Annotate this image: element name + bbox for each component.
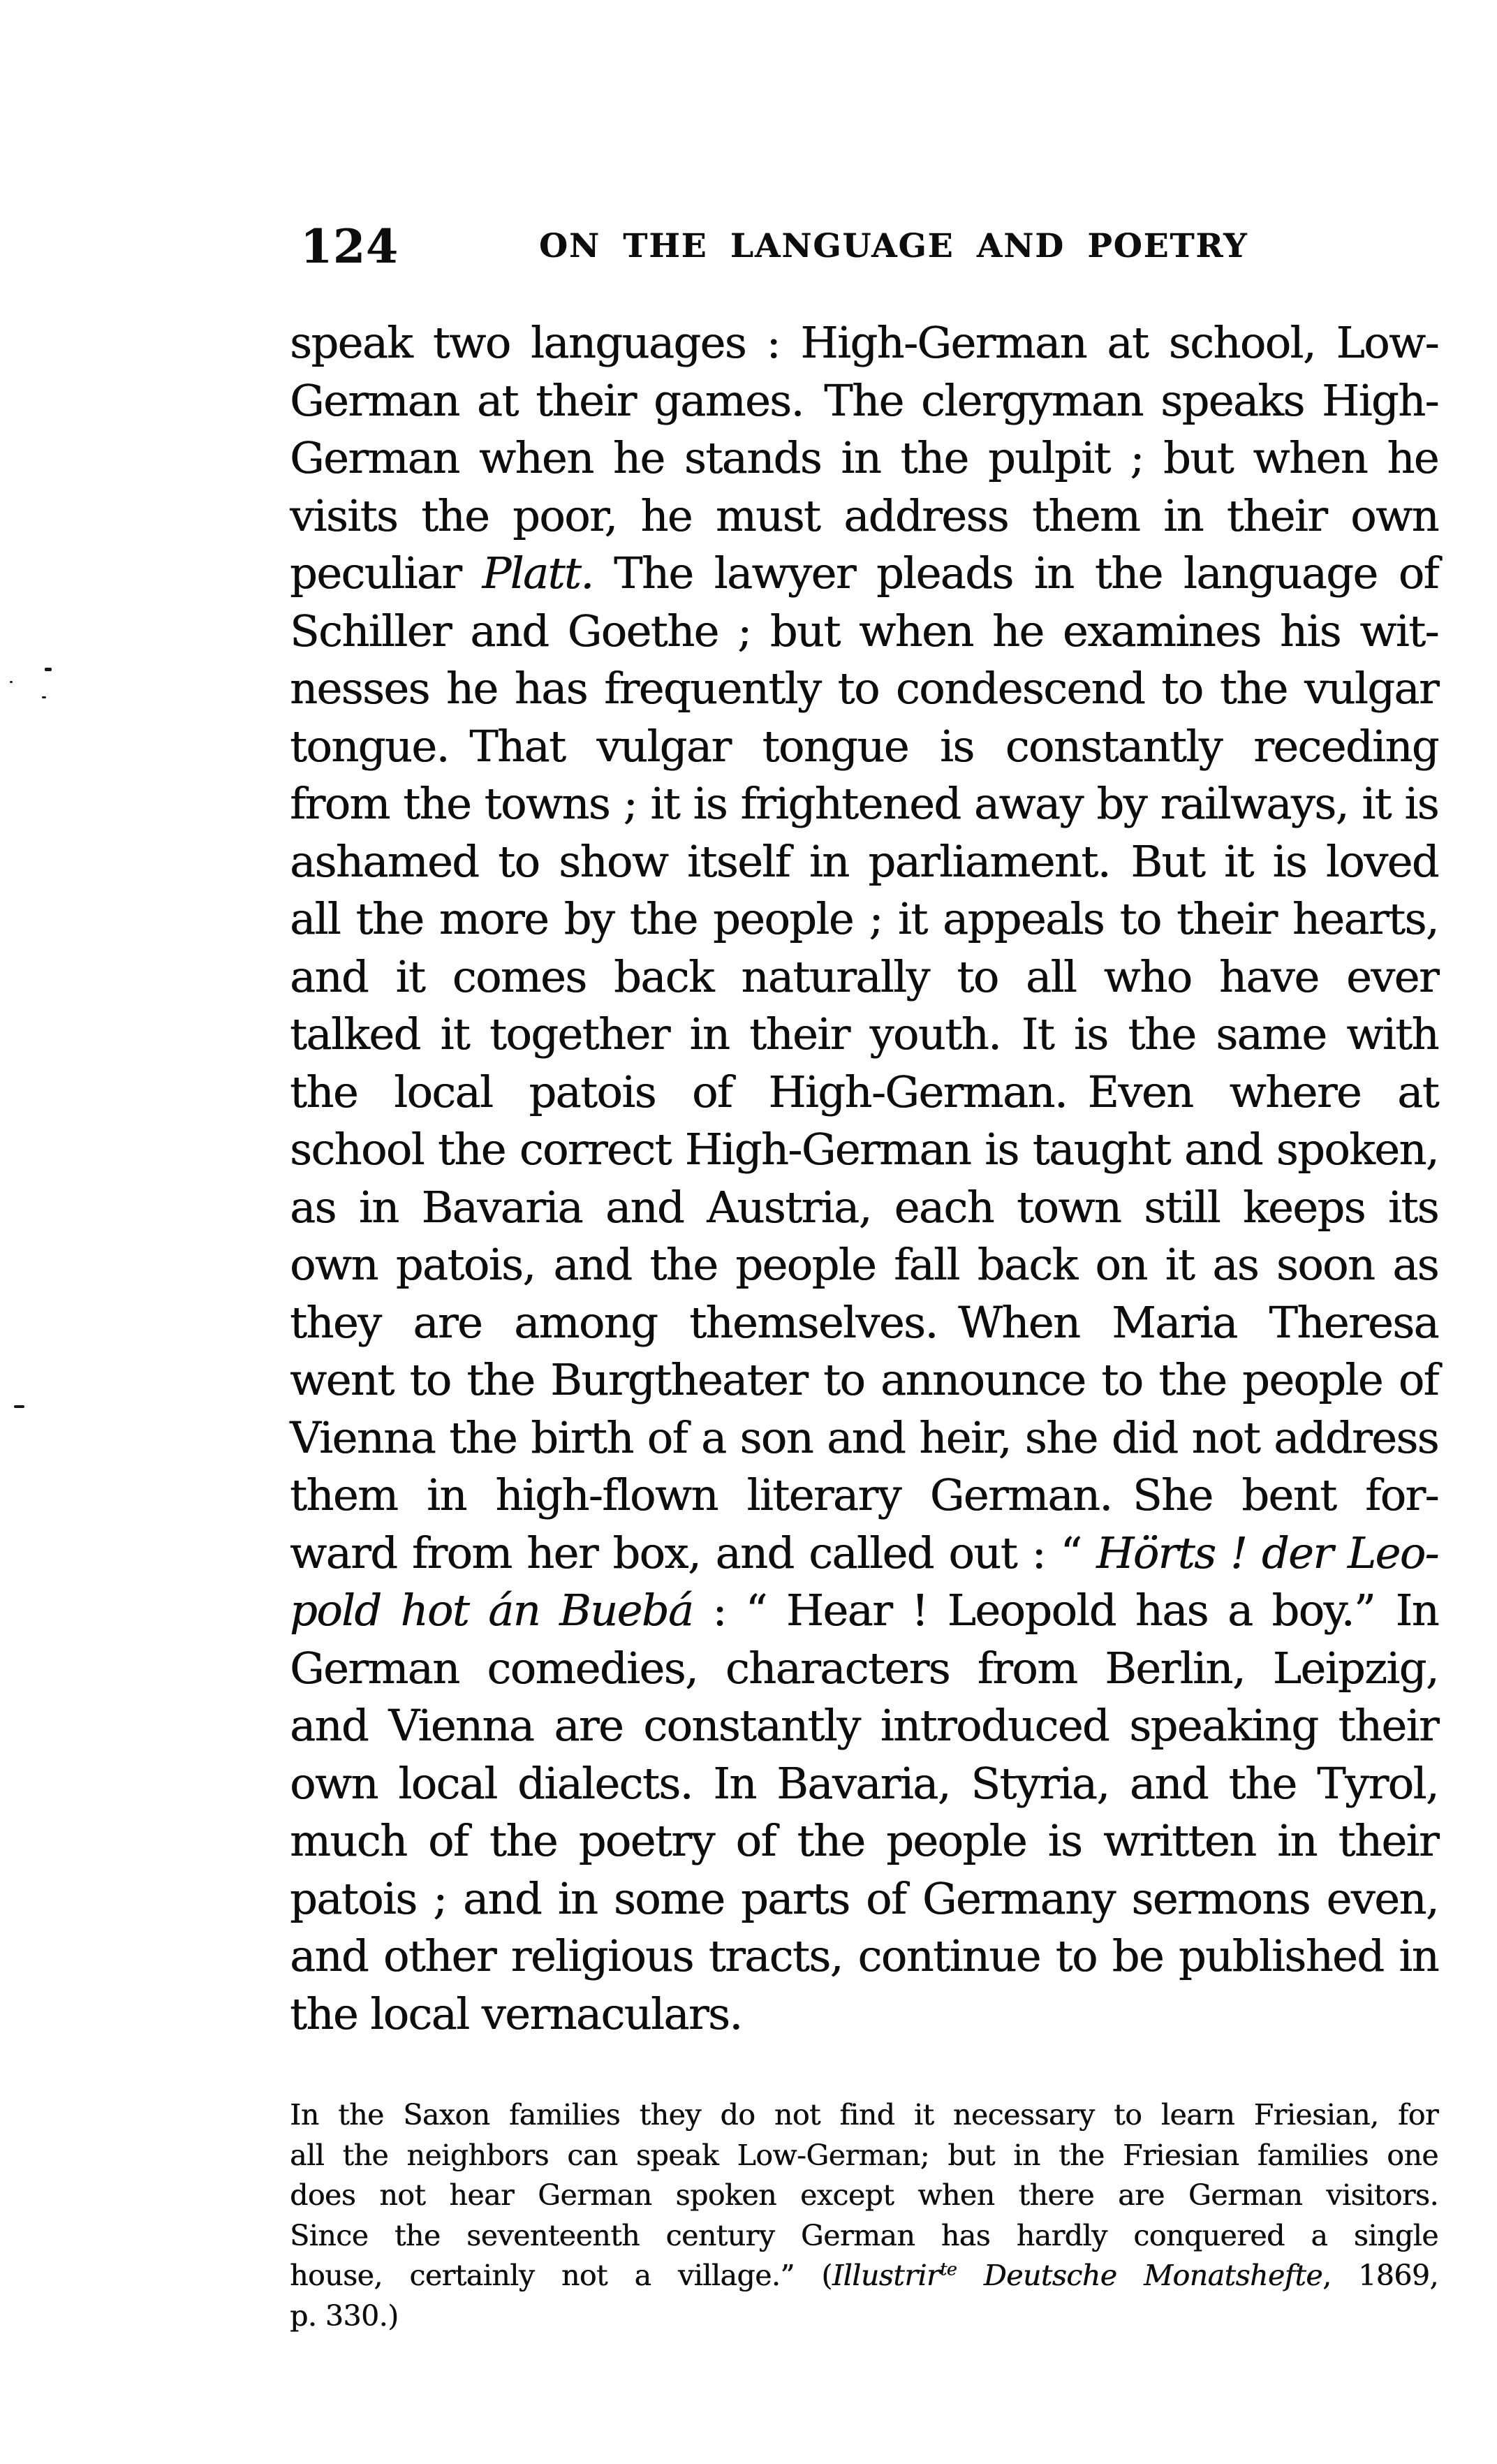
text-segment: and Vienna are constantly introduced speaking their	[290, 1700, 1438, 1751]
text-segment: visits the poor, he must address them in their own	[290, 490, 1438, 541]
body-line	[290, 1812, 1438, 1870]
text-segment: , 1869,	[1322, 2259, 1438, 2292]
text-segment: te	[940, 2258, 957, 2280]
footnote-line	[290, 2136, 1438, 2176]
body-line	[290, 1351, 1438, 1409]
ink-speck	[14, 1405, 24, 1408]
text-segment: The lawyer pleads in the language of	[593, 548, 1438, 599]
text-segment: much of the poetry of the people is written in their	[290, 1815, 1438, 1866]
body-line	[290, 545, 1438, 603]
text-segment: all the neighbors can speak Low-German; but in the Friesian families one	[290, 2138, 1438, 2172]
text-segment: Hörts ! der Leo-	[1096, 1527, 1438, 1578]
text-segment: speak two languages : High-German at school, Low-	[290, 317, 1438, 368]
text-segment: went to the Burgtheater to announce to the people of	[290, 1354, 1438, 1405]
text-segment: own local dialects. In Bavaria, Styria, and the Tyrol,	[290, 1757, 1438, 1809]
text-segment: tongue. That vulgar tongue is constantly receding	[290, 720, 1438, 772]
body-line	[290, 1525, 1438, 1583]
body-line	[290, 1640, 1438, 1698]
text-segment: from the towns ; it is frightened away by railways, it is	[290, 778, 1438, 829]
text-segment: and other religious tracts, continue to be published in	[290, 1930, 1438, 1981]
text-segment: Since the seventeenth century German has hardly conquered a single	[290, 2218, 1438, 2252]
body-line	[290, 1697, 1438, 1755]
footnote-line	[290, 2095, 1438, 2136]
body-line	[290, 948, 1438, 1006]
body-line	[290, 372, 1438, 430]
text-segment: In the Saxon families they do not find it necessary to learn Friesian, for	[290, 2098, 1438, 2132]
body-line	[290, 314, 1438, 372]
body-line	[290, 603, 1438, 661]
running-head: ON THE LANGUAGE AND POETRY	[539, 227, 1248, 265]
text-segment: ward from her box, and called out : “	[290, 1527, 1097, 1578]
ink-speck	[42, 696, 46, 698]
body-line	[290, 1986, 1438, 2044]
text-segment: Vienna the birth of a son and heir, she did not address	[290, 1411, 1438, 1463]
text-segment: ashamed to show itself in parliament. But it is loved	[290, 835, 1438, 887]
body-line	[290, 890, 1438, 948]
text-segment: Illustrir	[832, 2259, 940, 2292]
text-segment: all the more by the people ; it appeals to their hearts,	[290, 893, 1438, 944]
text-segment: nesses he has frequently to condescend to the vulgar	[290, 663, 1438, 714]
footnote-text	[290, 2095, 1438, 2336]
text-segment: Schiller and Goethe ; but when he examines his wit-	[290, 605, 1438, 657]
body-line	[290, 775, 1438, 833]
body-text	[290, 314, 1438, 2043]
page-header	[0, 219, 1497, 274]
text-segment: does not hear German spoken except when there are German visitors.	[290, 2178, 1438, 2212]
text-segment: German when he stands in the pulpit ; but when he	[290, 432, 1438, 483]
body-line	[290, 1870, 1438, 1928]
text-segment: the local vernaculars.	[290, 1988, 742, 2039]
body-line	[290, 1582, 1438, 1640]
body-line	[290, 1179, 1438, 1237]
footnote-line	[290, 2256, 1438, 2296]
text-segment: German at their games. The clergyman speaks High-	[290, 374, 1438, 426]
body-line	[290, 1006, 1438, 1064]
text-segment: patois ; and in some parts of Germany sermons even,	[290, 1872, 1438, 1924]
footnote-line	[290, 2216, 1438, 2257]
body-line	[290, 1121, 1438, 1179]
text-segment: Deutsche Monatshefte	[957, 2259, 1323, 2292]
body-line	[290, 660, 1438, 718]
body-line	[290, 1294, 1438, 1352]
text-segment: they are among themselves. When Maria Theresa	[290, 1296, 1438, 1348]
body-line	[290, 430, 1438, 487]
body-line	[290, 1409, 1438, 1467]
ink-speck	[10, 681, 13, 683]
text-segment: German comedies, characters from Berlin, Leipzig,	[290, 1642, 1438, 1694]
text-segment: : “ Hear ! Leopold has a boy.” In	[693, 1585, 1439, 1636]
body-line	[290, 1467, 1438, 1525]
text-segment: p. 330.)	[290, 2298, 399, 2333]
body-line	[290, 487, 1438, 545]
text-segment: pold hot án Buebá	[290, 1585, 693, 1636]
footnote-line	[290, 2296, 1438, 2337]
ink-speck	[45, 668, 52, 671]
text-segment: talked it together in their youth. It is the same with	[290, 1009, 1438, 1059]
text-segment: and it comes back naturally to all who have ever	[290, 951, 1438, 1002]
body-line	[290, 718, 1438, 776]
text-segment: Platt.	[482, 548, 593, 599]
body-line	[290, 1755, 1438, 1813]
text-segment: school the correct High-German is taught and spoken,	[290, 1124, 1438, 1175]
text-segment: house, certainly not a village.” (	[290, 2259, 832, 2292]
text-segment: peculiar	[290, 548, 482, 599]
text-segment: as in Bavaria and Austria, each town still keeps its	[290, 1181, 1438, 1233]
text-segment: the local patois of High-German. Even where at	[290, 1066, 1438, 1117]
body-line	[290, 1236, 1438, 1294]
body-line	[290, 1928, 1438, 1986]
body-line	[290, 833, 1438, 891]
text-segment: them in high-flown literary German. She bent for-	[290, 1469, 1438, 1520]
body-line	[290, 1064, 1438, 1122]
text-segment: own patois, and the people fall back on it as soon as	[290, 1239, 1438, 1290]
footnote-line	[290, 2176, 1438, 2216]
page-number: 124	[300, 219, 399, 274]
